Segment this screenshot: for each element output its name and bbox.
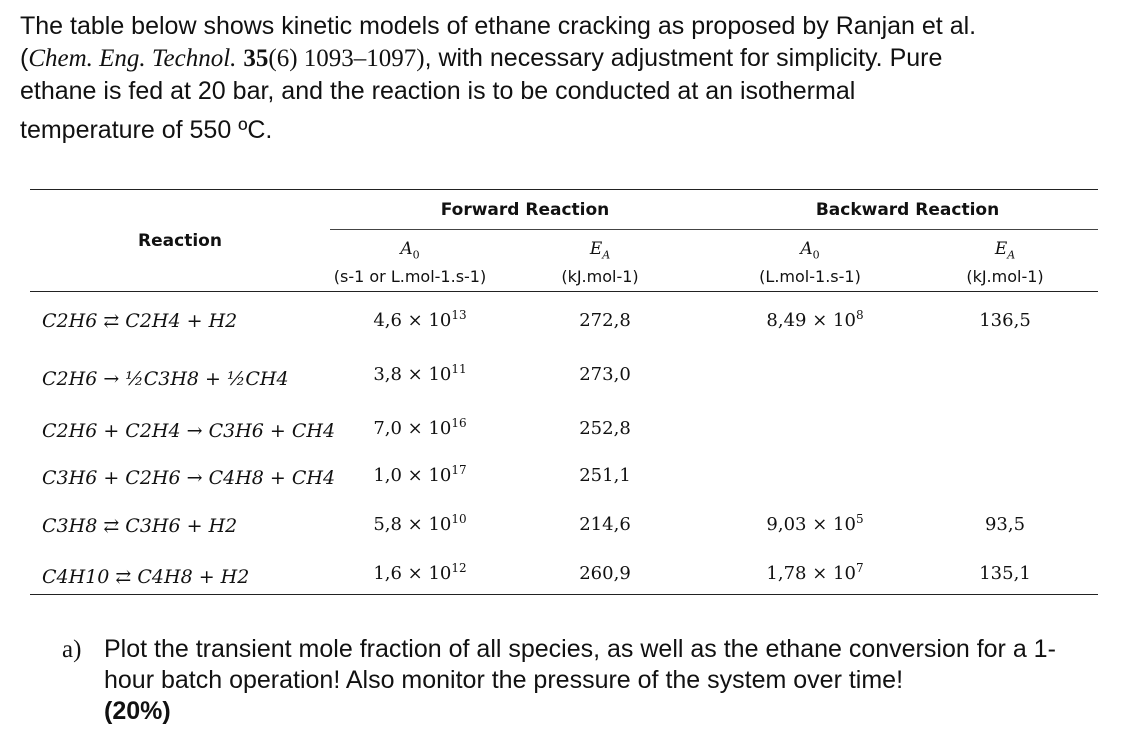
intro-line-2: (Chem. Eng. Technol. 35(6) 1093–1097), with necessary adjustment for simplicity. Pure	[20, 44, 943, 72]
table-bottom-rule	[30, 594, 1098, 595]
table-group-rule	[330, 229, 1098, 230]
table-header-rule	[30, 291, 1098, 292]
backward-A0-header	[745, 238, 875, 288]
reaction-column-header: Reaction	[138, 231, 222, 251]
question-label: a)	[62, 636, 82, 663]
backward-A0-unit: (L.mol-1.s-1)	[759, 267, 861, 287]
table-top-rule	[30, 189, 1098, 190]
fwd-A0-row-2: $3,8 \times 10^{11}$	[373, 362, 467, 385]
reaction-row-6: C4H10 ⇄ C4H8 + H2	[42, 566, 250, 588]
fwd-A0-row-3: $7,0 \times 10^{16}$	[373, 416, 467, 439]
fwd-EA-row-6: 260,9	[579, 563, 631, 584]
question-text	[104, 634, 1104, 727]
question-weight: (20%)	[104, 697, 171, 725]
reaction-row-1: C2H6 ⇄ C2H4 + H2	[42, 310, 238, 332]
forward-EA-header	[545, 238, 655, 288]
fwd-A0-row-5: $5,8 \times 10^{10}$	[373, 512, 467, 535]
backward-EA-header	[950, 238, 1060, 288]
fwd-A0-row-1: $4,6 \times 10^{13}$	[373, 308, 467, 331]
bwd-A0-row-5: $9,03 \times 10^5$	[766, 512, 864, 535]
intro-line-4: temperature of 550 ºC.	[20, 116, 273, 144]
bwd-A0-row-6: $1,78 \times 10^7$	[766, 561, 864, 584]
fwd-EA-row-3: 252,8	[579, 418, 631, 439]
forward-A0-header	[320, 238, 500, 288]
bwd-A0-row-1: $8,49 \times 10^8$	[766, 308, 864, 331]
reaction-row-5: C3H8 ⇄ C3H6 + H2	[42, 515, 238, 537]
forward-A0-unit: (s-1 or L.mol-1.s-1)	[333, 267, 487, 287]
forward-EA-unit: (kJ.mol-1)	[561, 267, 639, 287]
A0-symbol: $A_0$	[400, 239, 420, 262]
fwd-EA-row-1: 272,8	[579, 310, 631, 331]
backward-EA-unit: (kJ.mol-1)	[966, 267, 1044, 287]
question-body: Plot the transient mole fraction of all species, as well as the ethane conversion for a 1-hour batch operation! Also monitor the pressure of the system over time!	[104, 635, 1056, 694]
A0-symbol: $A_0$	[800, 239, 820, 262]
intro-line-1: The table below shows kinetic models of ethane cracking as proposed by Ranjan et al.	[20, 12, 977, 40]
journal-volume: 35	[243, 45, 269, 72]
intro-line-2-tail: , with necessary adjustment for simplicity. Pure	[424, 44, 943, 72]
bwd-EA-row-5: 93,5	[984, 514, 1026, 535]
reaction-row-2: C2H6 → ½C3H8 + ½CH4	[42, 368, 289, 390]
journal-name: Chem. Eng. Technol.	[28, 45, 237, 72]
fwd-EA-row-4: 251,1	[579, 465, 631, 486]
fwd-EA-row-5: 214,6	[579, 514, 631, 535]
reaction-row-4: C3H6 + C2H6 → C4H8 + CH4	[42, 467, 336, 489]
EA-symbol: $E_A$	[589, 239, 611, 262]
bwd-EA-row-1: 136,5	[979, 310, 1031, 331]
fwd-EA-row-2: 273,0	[579, 364, 631, 385]
intro-line-3: ethane is fed at 20 bar, and the reaction is to be conducted at an isothermal	[20, 77, 856, 105]
intro-paragraph	[20, 10, 1110, 146]
bwd-EA-row-6: 135,1	[979, 563, 1031, 584]
journal-issue-pages: (6) 1093–1097)	[268, 45, 425, 72]
fwd-A0-row-6: $1,6 \times 10^{12}$	[373, 561, 467, 584]
forward-reaction-header: Forward Reaction	[440, 200, 610, 220]
EA-symbol: $E_A$	[994, 239, 1016, 262]
backward-reaction-header: Backward Reaction	[815, 200, 1000, 220]
fwd-A0-row-4: $1,0 \times 10^{17}$	[373, 463, 467, 486]
reaction-row-3: C2H6 + C2H4 → C3H6 + CH4	[42, 420, 336, 442]
